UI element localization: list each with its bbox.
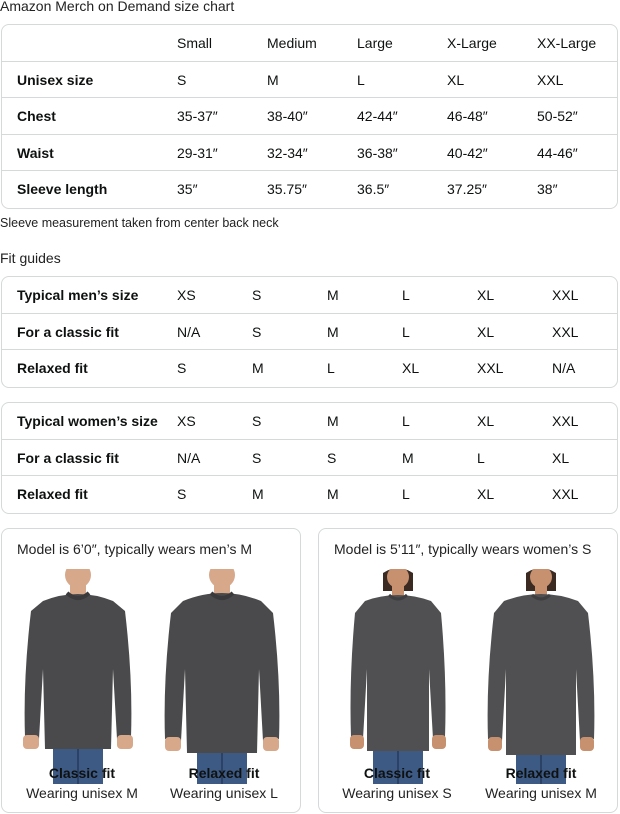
table-cell: 44-46″	[537, 144, 578, 161]
fit-label: Classic fit	[48, 765, 116, 781]
table-cell: 32-34″	[267, 144, 308, 161]
size-chart-table	[1, 24, 618, 209]
table-cell: N/A	[177, 323, 201, 340]
table-cell: 35-37″	[177, 108, 218, 124]
table-row	[2, 277, 617, 314]
woman-sweatshirt-relaxed-fit-photo	[476, 569, 606, 784]
table-cell: 50-52″	[537, 108, 578, 124]
table-cell: L	[402, 287, 410, 303]
row-label: Relaxed fit	[17, 360, 88, 376]
woman-sweatshirt-classic-fit-photo	[333, 569, 463, 784]
table-cell: 40-42″	[447, 144, 488, 161]
table-cell: S	[327, 449, 337, 466]
table-row	[2, 135, 617, 172]
table-cell: XXL	[477, 360, 504, 376]
row-label: Unisex size	[17, 71, 94, 88]
table-cell: M	[402, 449, 414, 466]
womens-model-card	[318, 528, 618, 813]
table-cell: L	[327, 360, 335, 376]
wearing-size-label: Wearing unisex L	[170, 785, 278, 801]
column-header-large: Large	[357, 35, 393, 51]
table-cell: XS	[177, 413, 196, 429]
row-label: For a classic fit	[17, 323, 119, 340]
table-cell: 46-48″	[447, 108, 488, 124]
chart-title: Amazon Merch on Demand size chart	[0, 0, 235, 14]
table-cell: M	[252, 486, 264, 502]
table-cell: XL	[477, 486, 495, 502]
table-row	[2, 62, 617, 99]
table-row	[2, 350, 617, 387]
table-cell: N/A	[552, 360, 576, 376]
table-cell: XL	[402, 360, 420, 376]
table-cell: 29-31″	[177, 144, 218, 161]
table-cell: N/A	[177, 449, 201, 466]
wearing-size-label: Wearing unisex M	[485, 785, 597, 801]
table-row	[2, 171, 617, 208]
table-cell: L	[402, 486, 410, 502]
table-cell: L	[402, 323, 410, 340]
table-cell: XS	[177, 287, 196, 303]
fit-label: Relaxed fit	[188, 765, 260, 781]
mens-model-card	[1, 528, 301, 813]
table-cell: 36-38″	[357, 144, 398, 161]
fit-label: Relaxed fit	[505, 765, 577, 781]
table-cell: S	[177, 360, 187, 376]
fit-label: Classic fit	[363, 765, 431, 781]
table-cell: M	[327, 323, 339, 340]
table-cell: 36.5″	[357, 181, 390, 197]
row-label: Relaxed fit	[17, 486, 88, 502]
fit-guides-heading: Fit guides	[0, 250, 61, 266]
table-cell: XL	[477, 413, 495, 429]
row-label: Sleeve length	[17, 181, 108, 197]
column-header-small: Small	[177, 35, 213, 51]
table-cell: M	[252, 360, 264, 376]
table-cell: XXL	[552, 486, 579, 502]
wearing-size-label: Wearing unisex S	[342, 785, 452, 801]
table-row	[2, 440, 617, 477]
column-header-medium: Medium	[267, 35, 317, 51]
table-cell: M	[327, 287, 339, 303]
table-cell: L	[477, 449, 485, 466]
row-label: For a classic fit	[17, 449, 119, 466]
table-cell: 37.25″	[447, 181, 487, 197]
table-cell: L	[357, 71, 365, 88]
table-cell: XL	[477, 323, 495, 340]
row-label: Waist	[17, 144, 54, 161]
table-cell: 42-44″	[357, 108, 398, 124]
table-cell: M	[327, 413, 339, 429]
table-cell: S	[252, 413, 262, 429]
table-cell: XL	[552, 449, 570, 466]
row-label: Typical women’s size	[17, 413, 158, 429]
table-cell: S	[252, 449, 262, 466]
table-cell: S	[177, 71, 187, 88]
table-cell: M	[267, 71, 279, 88]
table-cell: XXL	[552, 287, 579, 303]
column-header-xx-large: XX-Large	[537, 35, 597, 51]
table-header-row	[2, 25, 617, 62]
table-cell: S	[252, 323, 262, 340]
table-cell: XL	[447, 71, 465, 88]
table-cell: M	[327, 486, 339, 502]
table-cell: XXL	[552, 413, 579, 429]
table-cell: 35″	[177, 181, 198, 197]
man-sweatshirt-relaxed-fit-photo	[157, 569, 287, 784]
table-cell: 38-40″	[267, 108, 308, 124]
womens-fit-guide-table	[1, 402, 618, 514]
man-sweatshirt-classic-fit-photo	[13, 569, 143, 784]
table-row	[2, 98, 617, 135]
row-label: Chest	[17, 108, 56, 124]
mens-fit-guide-table	[1, 276, 618, 388]
model-caption: Model is 5’11″, typically wears women’s S	[334, 541, 592, 557]
table-cell: XL	[477, 287, 495, 303]
table-row	[2, 314, 617, 351]
table-row	[2, 476, 617, 513]
table-cell: XXL	[552, 323, 579, 340]
table-cell: L	[402, 413, 410, 429]
table-cell: 35.75″	[267, 181, 307, 197]
table-cell: S	[252, 287, 262, 303]
table-cell: XXL	[537, 71, 564, 88]
row-label: Typical men’s size	[17, 287, 139, 303]
table-row	[2, 403, 617, 440]
model-caption: Model is 6’0″, typically wears men’s M	[17, 541, 252, 557]
wearing-size-label: Wearing unisex M	[26, 785, 138, 801]
sleeve-measurement-note: Sleeve measurement taken from center back neck	[0, 216, 279, 230]
column-header-x-large: X-Large	[447, 35, 497, 51]
table-cell: S	[177, 486, 187, 502]
table-cell: 38″	[537, 181, 558, 197]
